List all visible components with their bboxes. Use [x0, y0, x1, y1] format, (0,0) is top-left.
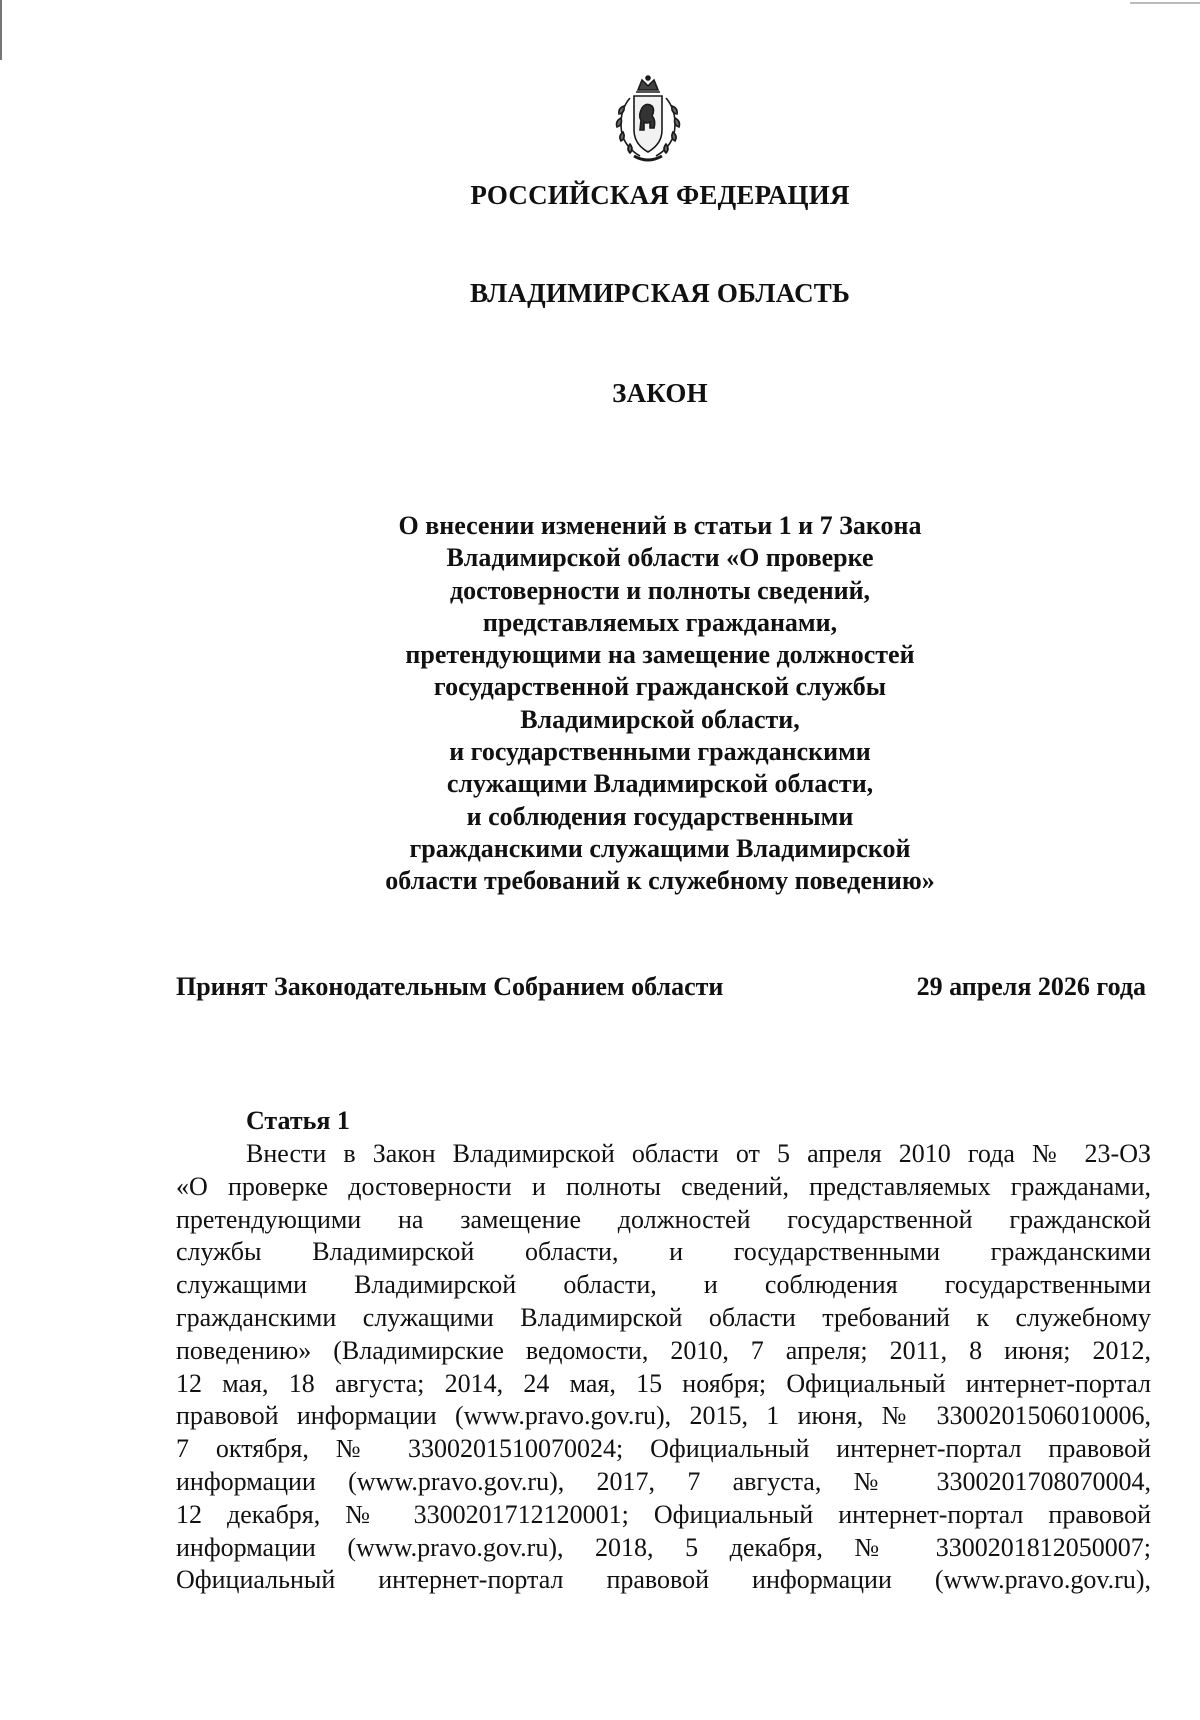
title-line: области требований к служебному поведению» — [385, 866, 935, 896]
title-line: Владимирской области, — [520, 704, 800, 734]
article-line: служащими Владимирской области, и соблюдения государственными — [176, 1270, 1151, 1300]
article-heading: Статья 1 — [246, 1106, 350, 1135]
article-line: гражданскими служащими Владимирской области требований к служебному — [176, 1302, 1151, 1332]
article-line: Официальный интернет-портал правовой информации (www.pravo.gov.ru), — [176, 1565, 1151, 1595]
article-line: службы Владимирской области, и государственными гражданскими — [176, 1237, 1151, 1267]
title-line: и государственными гражданскими — [449, 737, 871, 767]
article-body — [176, 1138, 1151, 1597]
law-title — [300, 510, 1020, 898]
country-heading: РОССИЙСКАЯ ФЕДЕРАЦИЯ — [470, 180, 850, 210]
article-line: информации (www.pravo.gov.ru), 2018, 5 декабря, № 3300201812050007; — [176, 1532, 1151, 1562]
region-heading: ВЛАДИМИРСКАЯ ОБЛАСТЬ — [469, 278, 851, 308]
article-line: правовой информации (www.pravo.gov.ru), 2015, 1 июня, № 3300201506010006, — [176, 1401, 1151, 1431]
article-line: претендующими на замещение должностей государственной гражданской — [176, 1204, 1151, 1234]
title-line: государственной гражданской службы — [433, 672, 887, 702]
title-line: претендующими на замещение должностей — [405, 640, 915, 670]
scan-edge-mark — [0, 0, 2, 60]
title-line: достоверности и полноты сведений, — [449, 575, 871, 605]
article-line: «О проверке достоверности и полноты сведений, представляемых гражданами, — [176, 1171, 1151, 1201]
adoption-date: 29 апреля 2026 года — [916, 972, 1146, 1001]
adoption-label: Принят Законодательным Собранием области — [176, 972, 724, 1001]
title-line: Владимирской области «О проверке — [446, 543, 874, 573]
title-line: и соблюдения государственными — [466, 801, 854, 831]
coat-of-arms-icon — [600, 72, 696, 168]
article-line: Внести в Закон Владимирской области от 5 апреля 2010 года № 23-ОЗ — [246, 1139, 1151, 1168]
title-line: служащими Владимирской области, — [446, 769, 874, 799]
article-line: 12 декабря, № 3300201712120001; Официальный интернет-портал правовой — [176, 1499, 1151, 1529]
article-line: поведению» (Владимирские ведомости, 2010, 7 апреля; 2011, 8 июня; 2012, — [176, 1335, 1151, 1365]
title-line: О внесении изменений в статьи 1 и 7 Закона — [398, 511, 922, 540]
article-line: информации (www.pravo.gov.ru), 2017, 7 августа, № 3300201708070004, — [176, 1466, 1151, 1496]
adoption-line — [176, 972, 1146, 1002]
title-line: представляемых гражданами, — [482, 607, 838, 637]
title-line: гражданскими служащими Владимирской — [409, 833, 911, 863]
article-line: 12 мая, 18 августа; 2014, 24 мая, 15 ноября; Официальный интернет-портал — [176, 1368, 1151, 1398]
document-type-heading: ЗАКОН — [612, 378, 708, 408]
scan-edge-mark — [1130, 2, 1200, 4]
article-line: 7 октября, № 3300201510070024; Официальный интернет-портал правовой — [176, 1434, 1151, 1464]
